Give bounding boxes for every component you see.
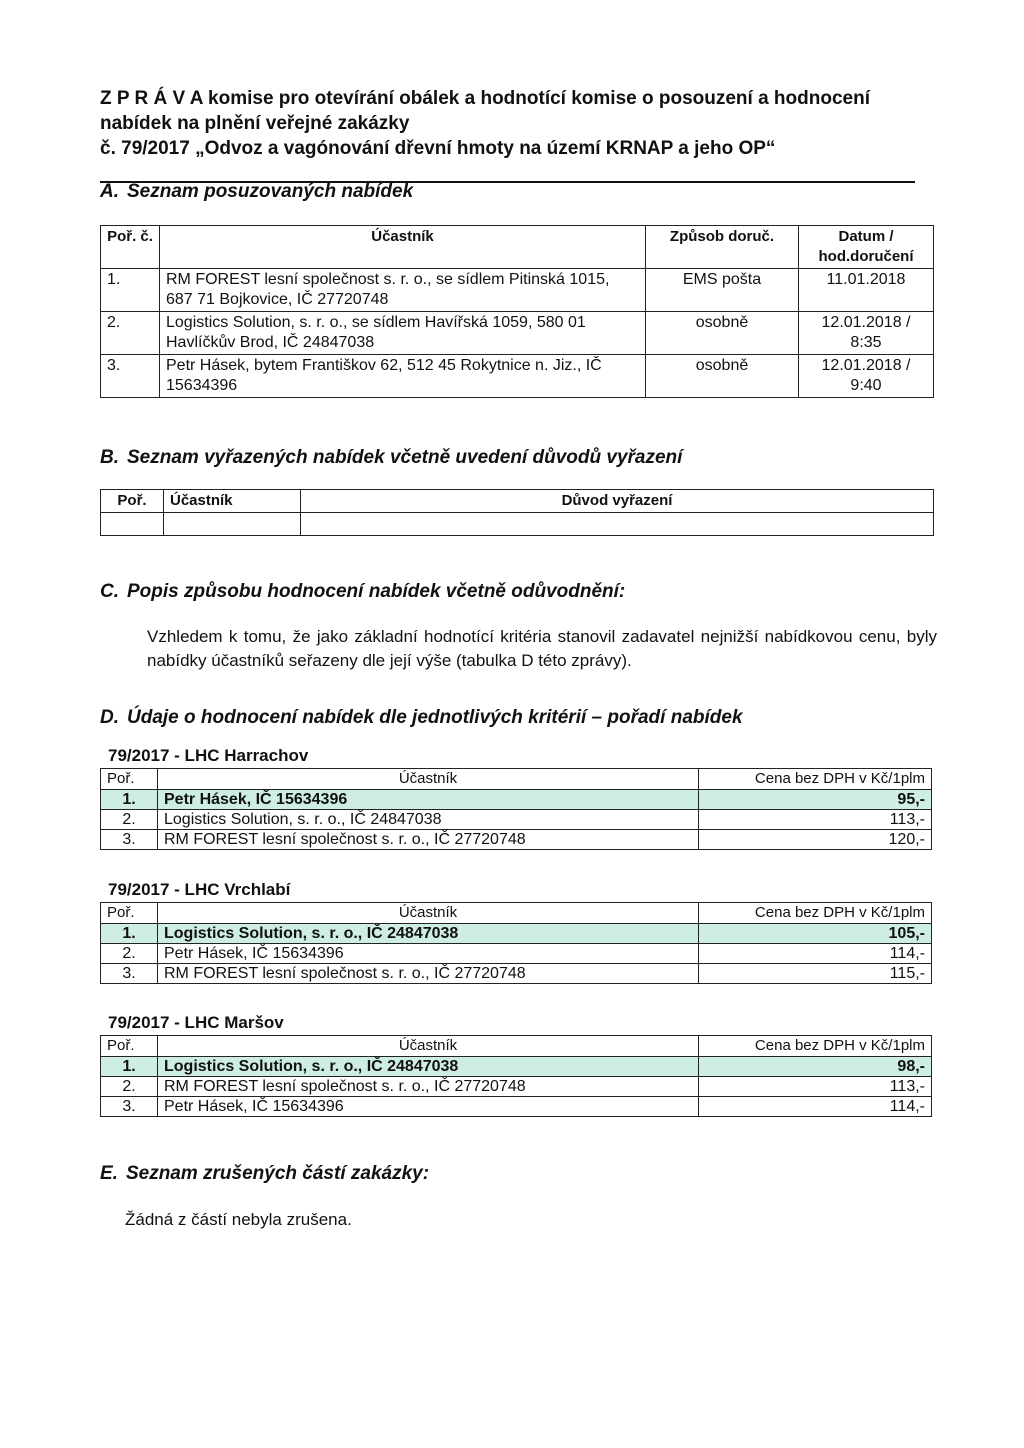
lot-table-marsov bbox=[100, 1035, 932, 1117]
col-ucastnik: Účastník bbox=[164, 490, 301, 513]
section-e-label: E. bbox=[100, 1163, 118, 1184]
row-ucastnik: Petr Hásek, IČ 15634396 bbox=[158, 790, 699, 810]
table-row bbox=[101, 269, 934, 312]
row-zpusob: EMS pošta bbox=[646, 269, 799, 312]
row-zpusob: osobně bbox=[646, 312, 799, 355]
empty-cell bbox=[301, 513, 934, 536]
col-cena: Cena bez DPH v Kč/1plm bbox=[699, 769, 932, 790]
section-d-title: Údaje o hodnocení nabídek dle jednotlivých kritérií – pořadí nabídek bbox=[127, 707, 743, 728]
row-ucastnik: Logistics Solution, s. r. o., se sídlem Havířská 1059, 580 01 Havlíčkův Brod, IČ 24847038 bbox=[160, 312, 646, 355]
col-cena: Cena bez DPH v Kč/1plm bbox=[699, 903, 932, 924]
col-por: Poř. č. bbox=[101, 226, 160, 269]
evaluation-description: Vzhledem k tomu, že jako základní hodnotící kritéria stanovil zadavatel nejnižší nabídkovou cenu, byly nabídky účastníků seřazeny dle její výše (tabulka D této zprávy). bbox=[147, 627, 937, 670]
section-a-label: A. bbox=[100, 181, 119, 202]
section-d-heading bbox=[100, 706, 743, 730]
section-c-label: C. bbox=[100, 581, 119, 602]
section-e-title: Seznam zrušených částí zakázky: bbox=[125, 1163, 430, 1184]
title-line-2: nabídek na plnění veřejné zakázky bbox=[100, 113, 410, 134]
col-por: Poř. bbox=[101, 903, 158, 924]
row-cena: 113,- bbox=[699, 1077, 932, 1097]
row-por: 3. bbox=[101, 355, 160, 398]
lot-header-row bbox=[101, 769, 932, 790]
row-por: 1. bbox=[101, 269, 160, 312]
table-row bbox=[101, 513, 934, 536]
col-datum: Datum / hod.doručení bbox=[799, 226, 934, 269]
row-ucastnik: RM FOREST lesní společnost s. r. o., IČ 27720748 bbox=[158, 964, 699, 984]
lot-heading: 79/2017 - LHC Vrchlabí bbox=[108, 880, 291, 899]
table-row bbox=[101, 1057, 932, 1077]
row-cena: 120,- bbox=[699, 830, 932, 850]
col-ucastnik: Účastník bbox=[158, 1036, 699, 1057]
section-b-heading bbox=[100, 446, 682, 470]
row-ucastnik: Logistics Solution, s. r. o., IČ 24847038 bbox=[158, 1057, 699, 1077]
section-d-label: D. bbox=[100, 707, 119, 728]
col-ucastnik: Účastník bbox=[158, 903, 699, 924]
row-por: 1. bbox=[101, 790, 158, 810]
lot-heading: 79/2017 - LHC Harrachov bbox=[108, 746, 309, 765]
row-cena: 113,- bbox=[699, 810, 932, 830]
table-row bbox=[101, 944, 932, 964]
row-ucastnik: Petr Hásek, IČ 15634396 bbox=[158, 1097, 699, 1117]
empty-cell bbox=[101, 513, 164, 536]
offers-header-row bbox=[101, 226, 934, 269]
row-ucastnik: RM FOREST lesní společnost s. r. o., IČ 27720748 bbox=[158, 830, 699, 850]
col-ucastnik: Účastník bbox=[158, 769, 699, 790]
row-cena: 114,- bbox=[699, 1097, 932, 1117]
section-a-heading bbox=[100, 180, 413, 204]
row-cena: 98,- bbox=[699, 1057, 932, 1077]
offers-table bbox=[100, 225, 934, 398]
lot-table-vrchlabi bbox=[100, 902, 932, 984]
row-zpusob: osobně bbox=[646, 355, 799, 398]
section-c-heading bbox=[100, 580, 625, 604]
row-por: 3. bbox=[101, 830, 158, 850]
table-row bbox=[101, 810, 932, 830]
section-a-title: Seznam posuzovaných nabídek bbox=[127, 181, 414, 202]
col-por: Poř. bbox=[101, 1036, 158, 1057]
row-ucastnik: Petr Hásek, IČ 15634396 bbox=[158, 944, 699, 964]
excluded-header-row bbox=[101, 490, 934, 513]
col-por: Poř. bbox=[101, 490, 164, 513]
table-row bbox=[101, 830, 932, 850]
section-b-label: B. bbox=[100, 447, 119, 468]
row-ucastnik: Logistics Solution, s. r. o., IČ 24847038 bbox=[158, 924, 699, 944]
cancelled-parts-text: Žádná z částí nebyla zrušena. bbox=[125, 1210, 352, 1229]
row-por: 2. bbox=[101, 312, 160, 355]
excluded-table bbox=[100, 489, 934, 536]
section-e-heading bbox=[100, 1162, 429, 1186]
row-cena: 105,- bbox=[699, 924, 932, 944]
col-cena: Cena bez DPH v Kč/1plm bbox=[699, 1036, 932, 1057]
title-line-3: č. 79/2017 „Odvoz a vagónování dřevní hmoty na území KRNAP a jeho OP“ bbox=[100, 138, 776, 159]
row-ucastnik: Petr Hásek, bytem Františkov 62, 512 45 Rokytnice n. Jiz., IČ 15634396 bbox=[160, 355, 646, 398]
lot-header-row bbox=[101, 903, 932, 924]
table-row bbox=[101, 964, 932, 984]
col-zpusob: Způsob doruč. bbox=[646, 226, 799, 269]
row-cena: 114,- bbox=[699, 944, 932, 964]
row-por: 1. bbox=[101, 1057, 158, 1077]
row-por: 3. bbox=[101, 964, 158, 984]
lot-table-harrachov bbox=[100, 768, 932, 850]
section-b-title: Seznam vyřazených nabídek včetně uvedení důvodů vyřazení bbox=[127, 447, 683, 468]
row-ucastnik: Logistics Solution, s. r. o., IČ 24847038 bbox=[158, 810, 699, 830]
lot-heading: 79/2017 - LHC Maršov bbox=[108, 1013, 284, 1032]
row-por: 2. bbox=[101, 810, 158, 830]
row-datum: 12.01.2018 / 9:40 bbox=[799, 355, 934, 398]
row-por: 2. bbox=[101, 1077, 158, 1097]
lot-header-row bbox=[101, 1036, 932, 1057]
col-duvod: Důvod vyřazení bbox=[301, 490, 934, 513]
table-row bbox=[101, 1097, 932, 1117]
report-title bbox=[100, 86, 920, 161]
row-por: 2. bbox=[101, 944, 158, 964]
section-c-title: Popis způsobu hodnocení nabídek včetně odůvodnění: bbox=[127, 581, 626, 602]
row-datum: 11.01.2018 bbox=[799, 269, 934, 312]
table-row bbox=[101, 1077, 932, 1097]
table-row bbox=[101, 924, 932, 944]
row-cena: 95,- bbox=[699, 790, 932, 810]
row-por: 3. bbox=[101, 1097, 158, 1117]
title-line-1: Z P R Á V A komise pro otevírání obálek a hodnotící komise o posouzení a hodnocení bbox=[100, 88, 870, 109]
row-ucastnik: RM FOREST lesní společnost s. r. o., IČ 27720748 bbox=[158, 1077, 699, 1097]
row-ucastnik: RM FOREST lesní společnost s. r. o., se sídlem Pitinská 1015, 687 71 Bojkovice, IČ 27720748 bbox=[160, 269, 646, 312]
table-row bbox=[101, 790, 932, 810]
table-row bbox=[101, 312, 934, 355]
row-datum: 12.01.2018 / 8:35 bbox=[799, 312, 934, 355]
empty-cell bbox=[164, 513, 301, 536]
col-ucastnik: Účastník bbox=[160, 226, 646, 269]
row-por: 1. bbox=[101, 924, 158, 944]
col-por: Poř. bbox=[101, 769, 158, 790]
table-row bbox=[101, 355, 934, 398]
row-cena: 115,- bbox=[699, 964, 932, 984]
